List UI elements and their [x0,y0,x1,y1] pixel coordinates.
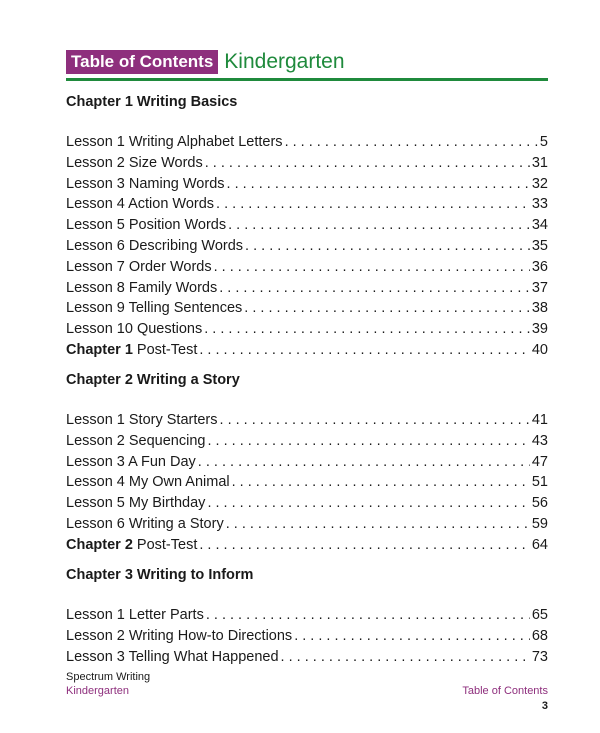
entry-page: 38 [531,300,548,317]
chapter-title: Chapter 3 Writing to Inform [66,567,254,583]
leader-dots [219,278,530,299]
toc-entry[interactable] [66,278,548,299]
entry-label [66,340,197,361]
entry-label: Lesson 4 Action Words [66,196,215,213]
leader-dots [214,257,530,278]
toc-entry[interactable] [66,132,548,153]
entry-page: 39 [531,321,548,338]
entry-label: Lesson 4 My Own Animal [66,474,230,491]
entry-label: Lesson 3 Naming Words [66,175,225,192]
toc-entry[interactable] [66,452,548,473]
entry-page: 35 [531,237,548,254]
toc-entry[interactable] [66,410,548,431]
entry-page: 5 [539,134,548,150]
leader-dots [227,174,530,195]
entry-page: 64 [531,536,548,553]
entry-page: 31 [531,154,548,171]
entry-page: 34 [531,217,548,234]
entry-page: 32 [531,175,548,192]
entry-label: Lesson 8 Family Words [66,279,218,296]
toc-entry[interactable] [66,514,548,535]
toc-entry[interactable] [66,431,548,452]
entry-label: Lesson 1 Story Starters [66,412,218,428]
posttest-label: Post-Test [136,536,198,553]
entry-label: Lesson 7 Order Words [66,258,212,275]
entry-label: Lesson 1 Writing Alphabet Letters [66,134,283,150]
toc-entry[interactable] [66,298,548,319]
footer-left [66,670,150,698]
entry-page: 36 [531,258,548,275]
entry-label [66,535,197,556]
leader-dots [199,340,530,361]
posttest-chapter: Chapter 1 [66,341,133,358]
header-divider [66,78,548,81]
toc-entry[interactable] [66,236,548,257]
leader-dots [198,452,530,473]
toc-entry[interactable] [66,319,548,340]
entry-label: Lesson 5 Position Words [66,217,227,234]
footer-section: Table of Contents [462,685,548,697]
entry-page: 73 [531,648,548,665]
entry-label: Lesson 2 Writing How-to Directions [66,627,293,644]
leader-dots [220,410,530,431]
entry-label: Lesson 10 Questions [66,321,203,338]
leader-dots [232,472,530,493]
entry-label: Lesson 5 My Birthday [66,495,206,512]
toc-entry[interactable] [66,626,548,647]
entry-page: 47 [531,453,548,470]
entry-page: 43 [531,432,548,449]
entry-page: 65 [531,607,548,623]
leader-dots [205,153,530,174]
leader-dots [216,194,530,215]
leader-dots [281,647,530,668]
toc-entry[interactable] [66,153,548,174]
footer-series: Spectrum Writing [66,671,151,683]
page-header [66,50,345,74]
toc-entry[interactable] [66,257,548,278]
entry-page: 68 [531,627,548,644]
leader-dots [244,298,530,319]
leader-dots [204,319,530,340]
leader-dots [228,215,530,236]
chapter-title: Chapter 1 Writing Basics [66,94,238,110]
leader-dots [207,431,529,452]
header-title-box: Table of Contents [66,50,218,74]
entry-page: 51 [531,474,548,491]
leader-dots [285,132,538,153]
entry-label: Lesson 3 Telling What Happened [66,648,279,665]
leader-dots [226,514,530,535]
entry-page: 41 [531,412,548,428]
chapter-title: Chapter 2 Writing a Story [66,372,240,388]
leader-dots [207,493,529,514]
entry-page: 37 [531,279,548,296]
leader-dots [294,626,530,647]
toc-entry-posttest[interactable] [66,535,548,556]
entry-label: Lesson 2 Size Words [66,154,203,171]
entry-label: Lesson 2 Sequencing [66,432,206,449]
toc-entry-posttest[interactable] [66,340,548,361]
footer-grade: Kindergarten [66,685,129,697]
entry-page: 59 [531,515,548,532]
posttest-label: Post-Test [136,341,198,358]
entry-label: Lesson 6 Writing a Story [66,515,224,532]
entry-label: Lesson 3 A Fun Day [66,453,196,470]
toc-entry[interactable] [66,174,548,195]
toc-entry[interactable] [66,605,548,626]
toc-entry[interactable] [66,493,548,514]
chapter-section-1 [66,92,548,361]
chapter-section-3 [66,565,548,667]
header-grade: Kindergarten [224,50,345,73]
posttest-chapter: Chapter 2 [66,536,133,553]
leader-dots [199,535,530,556]
leader-dots [206,605,530,626]
toc-entry[interactable] [66,194,548,215]
entry-label: Lesson 1 Letter Parts [66,607,204,623]
entry-page: 40 [531,341,548,358]
entry-label: Lesson 6 Describing Words [66,237,244,254]
toc-entry[interactable] [66,215,548,236]
page-number: 3 [541,700,548,712]
entry-page: 33 [531,196,548,213]
entry-page: 56 [531,495,548,512]
toc-entry[interactable] [66,647,548,668]
leader-dots [245,236,530,257]
chapter-section-2 [66,370,548,556]
toc-entry[interactable] [66,472,548,493]
entry-label: Lesson 9 Telling Sentences [66,300,243,317]
